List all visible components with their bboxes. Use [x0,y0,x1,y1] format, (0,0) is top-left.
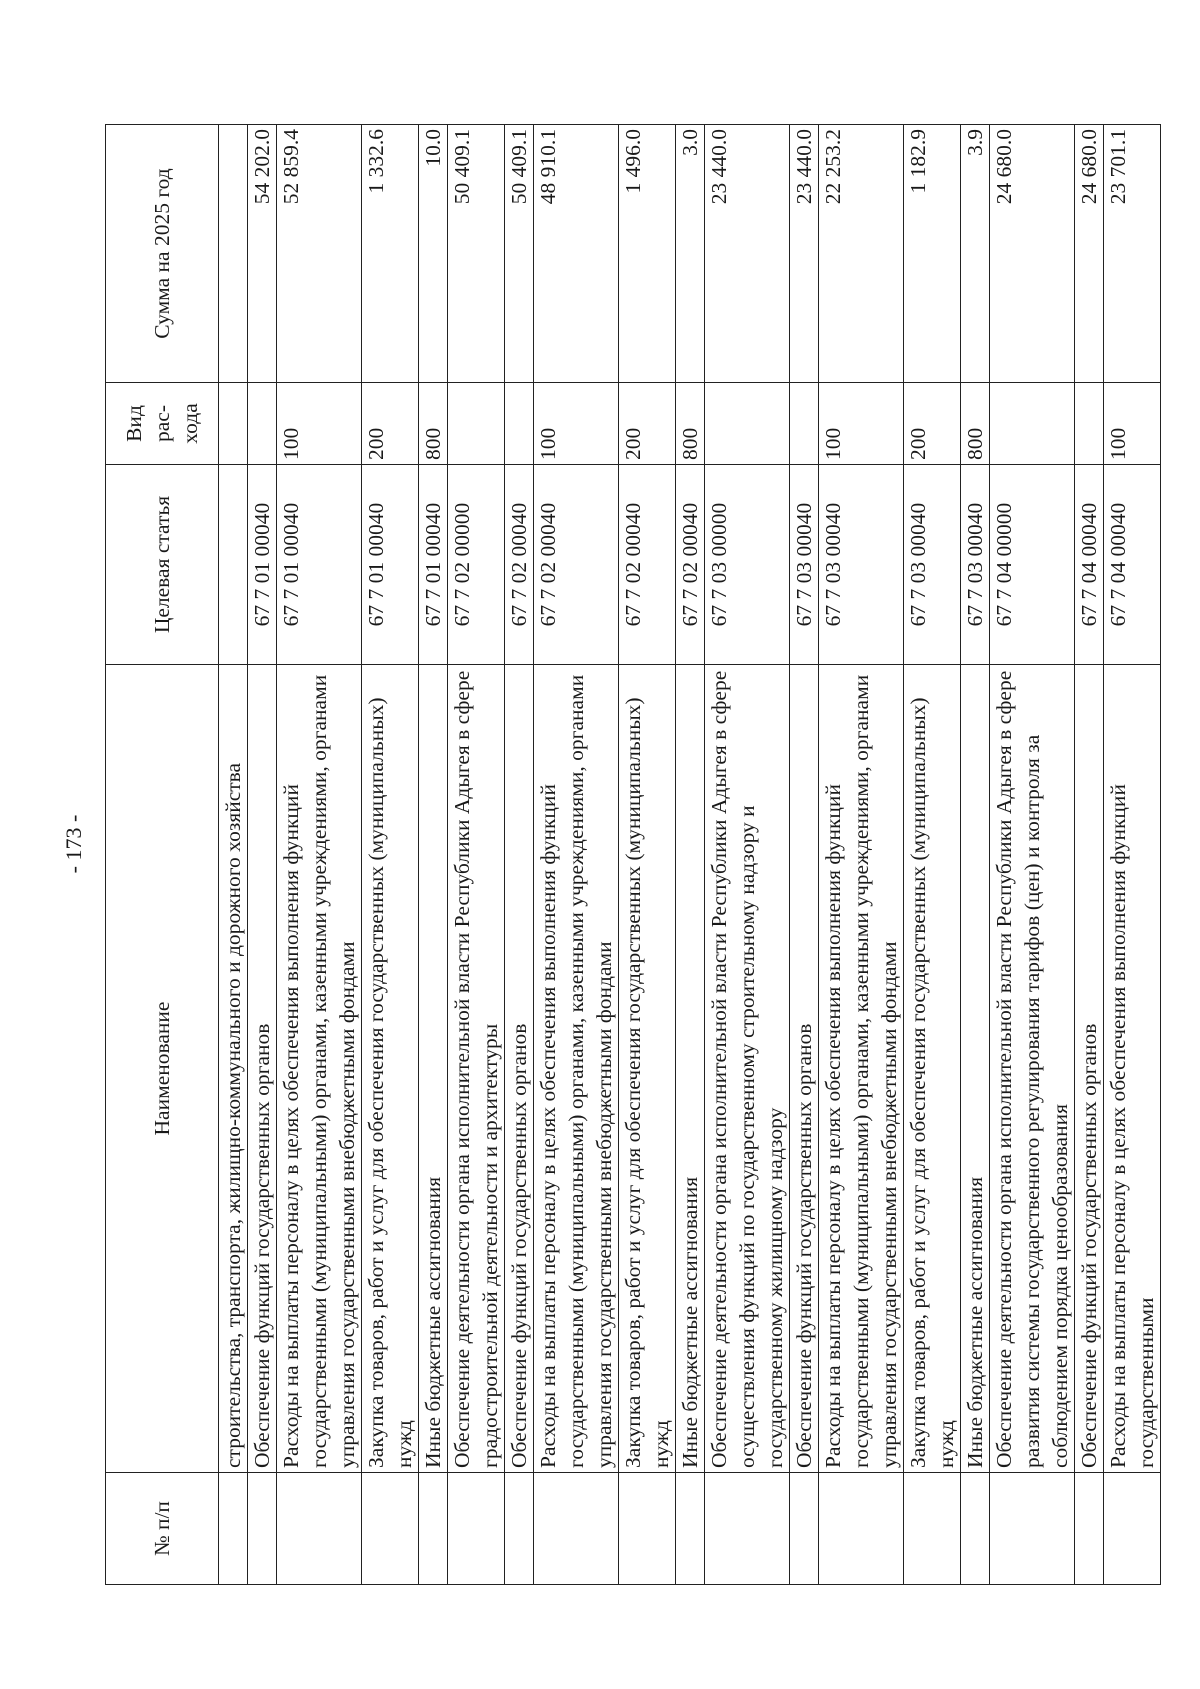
cell-type [505,383,534,465]
header-type: Вид рас-хода [106,383,219,465]
cell-num [619,1473,676,1585]
cell-sum: 22 253.2 [819,125,904,383]
cell-code: 67 7 01 00040 [277,465,362,665]
cell-sum: 1 182.9 [904,125,961,383]
cell-num [248,1473,277,1585]
cell-sum: 10.0 [419,125,448,383]
cell-type [790,383,819,465]
cell-code: 67 7 02 00040 [619,465,676,665]
cell-code: 67 7 01 00040 [362,465,419,665]
cell-name: Обеспечение функций государственных органов [790,665,819,1473]
cell-type: 800 [676,383,705,465]
table-row [990,125,1075,1585]
header-num: № п/п [106,1473,219,1585]
cell-type: 100 [534,383,619,465]
cell-code: 67 7 03 00040 [961,465,990,665]
table-row [819,125,904,1585]
rotated-page-content [105,125,1200,1585]
cell-sum: 1 332.6 [362,125,419,383]
table-row [1104,125,1161,1585]
header-code: Целевая статья [106,465,219,665]
cell-num [676,1473,705,1585]
cell-type: 200 [904,383,961,465]
table-row [448,125,505,1585]
table-row [534,125,619,1585]
header-name: Наименование [106,665,219,1473]
table-row [219,125,248,1585]
cell-type: 800 [419,383,448,465]
cell-name: Иные бюджетные ассигнования [961,665,990,1473]
cell-num [961,1473,990,1585]
cell-sum: 50 409.1 [448,125,505,383]
cell-num [1075,1473,1104,1585]
cell-code: 67 7 04 00000 [990,465,1075,665]
cell-code: 67 7 01 00040 [419,465,448,665]
cell-type: 100 [1104,383,1161,465]
table-row [705,125,790,1585]
table-row [790,125,819,1585]
cell-type [705,383,790,465]
table-row [362,125,419,1585]
budget-table [105,124,1161,1585]
cell-type [990,383,1075,465]
cell-code: 67 7 02 00000 [448,465,505,665]
cell-code: 67 7 04 00040 [1104,465,1161,665]
cell-code: 67 7 03 00000 [705,465,790,665]
cell-sum: 52 859.4 [277,125,362,383]
cell-num [419,1473,448,1585]
cell-num [534,1473,619,1585]
table-row [505,125,534,1585]
cell-num [219,1473,248,1585]
table-row [248,125,277,1585]
cell-num [790,1473,819,1585]
cell-type [1075,383,1104,465]
cell-sum: 50 409.1 [505,125,534,383]
cell-num [990,1473,1075,1585]
cell-num [362,1473,419,1585]
cell-sum: 1 496.0 [619,125,676,383]
cell-type [448,383,505,465]
cell-type: 200 [362,383,419,465]
cell-sum [219,125,248,383]
cell-type: 100 [277,383,362,465]
cell-num [505,1473,534,1585]
table-row [277,125,362,1585]
cell-type [248,383,277,465]
cell-type: 200 [619,383,676,465]
cell-num [904,1473,961,1585]
table-body [219,125,1161,1585]
cell-num [819,1473,904,1585]
cell-code: 67 7 03 00040 [790,465,819,665]
cell-name: Иные бюджетные ассигнования [676,665,705,1473]
cell-sum: 54 202.0 [248,125,277,383]
table-row [1075,125,1104,1585]
header-sum: Сумма на 2025 год [106,125,219,383]
cell-name: Обеспечение деятельности органа исполнительной власти Республики Адыгея в сфере развития системы государственного регулирования тарифов (цен) и контроля за соблюдением порядка ценообразования [990,665,1075,1473]
cell-code: 67 7 04 00040 [1075,465,1104,665]
cell-name: Обеспечение деятельности органа исполнительной власти Республики Адыгея в сфере осуществления функций по государственному строительному надзору и государственному жилищному надзору [705,665,790,1473]
cell-sum: 23 440.0 [790,125,819,383]
cell-type: 100 [819,383,904,465]
cell-type [219,383,248,465]
cell-name: Обеспечение функций государственных органов [505,665,534,1473]
table-header-row [106,125,219,1585]
cell-sum: 24 680.0 [1075,125,1104,383]
table-row [619,125,676,1585]
cell-name: Закупка товаров, работ и услуг для обеспечения государственных (муниципальных) нужд [362,665,419,1473]
cell-code: 67 7 02 00040 [505,465,534,665]
cell-name: Расходы на выплаты персоналу в целях обеспечения выполнения функций государственными (муниципальными) органами, казенными учреждениями, органами управления государственными внебюджетными фондами [534,665,619,1473]
cell-code: 67 7 02 00040 [534,465,619,665]
cell-num [1104,1473,1161,1585]
cell-sum: 23 701.1 [1104,125,1161,383]
cell-sum: 23 440.0 [705,125,790,383]
cell-name: Обеспечение функций государственных органов [248,665,277,1473]
cell-code [219,465,248,665]
cell-code: 67 7 02 00040 [676,465,705,665]
cell-name: Расходы на выплаты персоналу в целях обеспечения выполнения функций государственными (муниципальными) органами, казенными учреждениями, органами управления государственными внебюджетными фондами [819,665,904,1473]
cell-code: 67 7 03 00040 [904,465,961,665]
page-number: - 173 - [61,814,86,874]
cell-code: 67 7 01 00040 [248,465,277,665]
cell-name: Закупка товаров, работ и услуг для обеспечения государственных (муниципальных) нужд [619,665,676,1473]
cell-num [448,1473,505,1585]
cell-sum: 3.0 [676,125,705,383]
table-row [961,125,990,1585]
cell-sum: 24 680.0 [990,125,1075,383]
cell-name: Обеспечение деятельности органа исполнительной власти Республики Адыгея в сфере градостроительной деятельности и архитектуры [448,665,505,1473]
cell-name: Расходы на выплаты персоналу в целях обеспечения выполнения функций государственными [1104,665,1161,1473]
cell-name: Иные бюджетные ассигнования [419,665,448,1473]
cell-num [277,1473,362,1585]
cell-type: 800 [961,383,990,465]
cell-name: Закупка товаров, работ и услуг для обеспечения государственных (муниципальных) нужд [904,665,961,1473]
cell-num [705,1473,790,1585]
cell-name: Обеспечение функций государственных органов [1075,665,1104,1473]
cell-code: 67 7 03 00040 [819,465,904,665]
table-row [904,125,961,1585]
table-row [419,125,448,1585]
cell-sum: 48 910.1 [534,125,619,383]
cell-sum: 3.9 [961,125,990,383]
cell-name: Расходы на выплаты персоналу в целях обеспечения выполнения функций государственными (муниципальными) органами, казенными учреждениями, органами управления государственными внебюджетными фондами [277,665,362,1473]
cell-name: строительства, транспорта, жилищно-коммунального и дорожного хозяйства [219,665,248,1473]
table-row [676,125,705,1585]
